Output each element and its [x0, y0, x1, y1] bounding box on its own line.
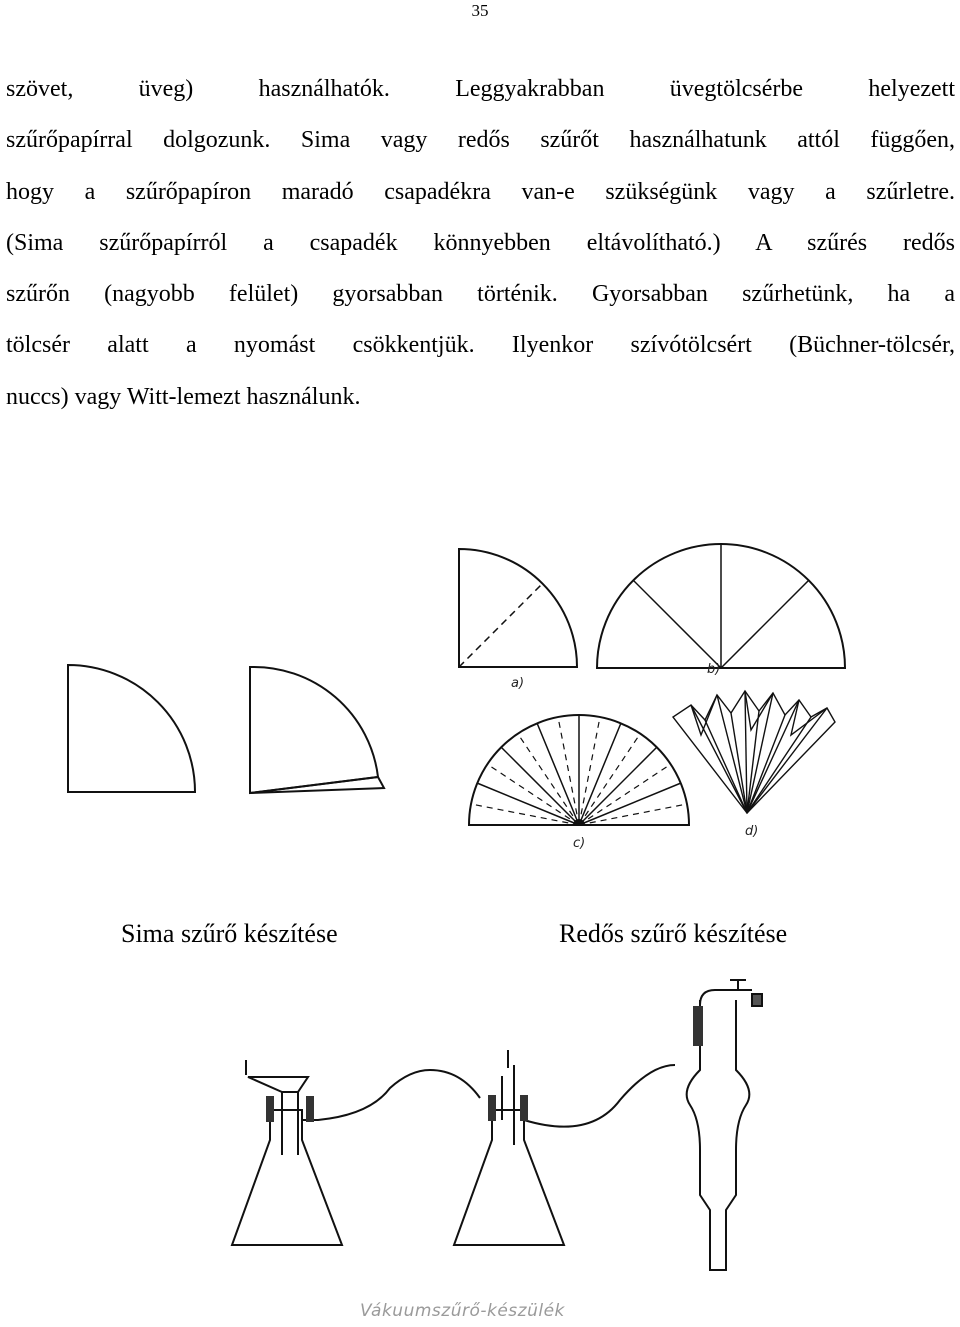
text-line: hogy a szűrőpapíron maradó csapadékra van-e szükségünk vagy a szűrletre. — [6, 178, 955, 205]
pleated-step-a — [459, 549, 577, 667]
pleated-step-c — [469, 715, 689, 825]
suction-flask-2 — [454, 1050, 564, 1245]
pleated-step-b — [597, 544, 845, 668]
pleated-filter-figure — [455, 545, 840, 860]
caption-plain-filter: Sima szűrő készítése — [121, 919, 338, 948]
text-line: szűrőn (nagyobb felület) gyorsabban történik. Gyorsabban szűrhetünk, ha a — [6, 281, 955, 308]
label-d: d) — [745, 824, 759, 839]
plain-filter-figure — [60, 655, 390, 805]
page-number: 35 — [471, 1, 489, 20]
text-line: szűrőpapírral dolgozunk. Sima vagy redős szűrőt használhatunk attól függően, — [6, 127, 955, 154]
caption-pleated-filter: Redős szűrő készítése — [559, 919, 788, 948]
label-c: c) — [573, 836, 586, 851]
vacuum-caption: Vákuumszűrő-készülék — [360, 1301, 565, 1321]
text-line: szövet, üveg) használhatók. Leggyakrabban üvegtölcsérbe helyezett — [6, 76, 955, 102]
text-line: (Sima szűrőpapírról a csapadék könnyebben eltávolítható.) A szűrés redős — [6, 229, 955, 256]
suction-flask-1 — [232, 1060, 342, 1245]
pleated-step-d — [673, 691, 835, 813]
label-a: a) — [511, 676, 525, 691]
body-paragraph — [6, 64, 955, 423]
plain-filter-quarter-1 — [68, 665, 195, 792]
vacuum-filter-apparatus — [230, 980, 780, 1310]
plain-filter-back-layer — [250, 777, 384, 793]
text-line: nuccs) vagy Witt-lemezt használunk. — [6, 383, 361, 410]
plain-filter-quarter-2 — [250, 667, 378, 793]
label-b: b) — [707, 662, 721, 677]
text-line: tölcsér alatt a nyomást csökkentjük. Ilyenkor szívótölcsért (Büchner-tölcsér, — [6, 332, 955, 359]
